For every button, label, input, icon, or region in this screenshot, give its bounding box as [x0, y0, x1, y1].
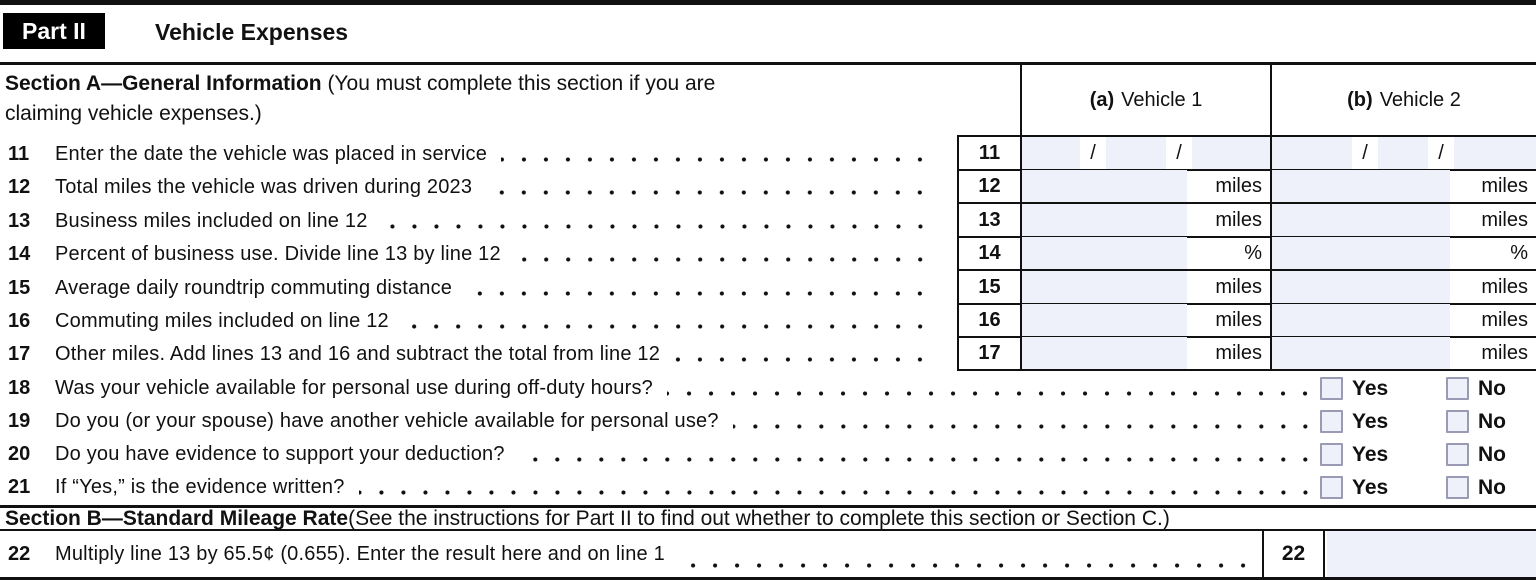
- col-b-name: Vehicle 2: [1379, 88, 1461, 111]
- part-title: Vehicle Expenses: [155, 19, 349, 45]
- row-line21: [0, 471, 1536, 504]
- line16-number: 16: [8, 309, 31, 332]
- line13-description: [0, 204, 935, 238]
- line14-v2-unit: %: [1510, 241, 1528, 264]
- row-line12: [0, 170, 1536, 204]
- line17-vehicle1-cell: [1020, 337, 1270, 371]
- line21-no-label: No: [1478, 475, 1506, 499]
- line13-vehicle1-cell: [1020, 204, 1270, 238]
- section-a-title-bold: Section A—General Information: [5, 72, 322, 95]
- line20-no-label: No: [1478, 442, 1506, 466]
- vehicle2-line11-date-field[interactable]: [1272, 137, 1536, 169]
- line13-v2-unit: miles: [1481, 208, 1528, 231]
- line17-vehicle2-cell: [1270, 337, 1536, 371]
- line21-yes-label: Yes: [1352, 475, 1389, 499]
- row-line15: [0, 271, 1536, 305]
- date-slash: /: [1352, 137, 1378, 169]
- vehicle1-line13-field[interactable]: [1022, 204, 1187, 236]
- line16-v1-unit: miles: [1215, 308, 1262, 331]
- line12-description: [0, 170, 935, 204]
- column-header-vehicle2: [1272, 65, 1536, 135]
- line14-vehicle2-cell: [1270, 237, 1536, 271]
- line21-no-checkbox[interactable]: [1446, 476, 1469, 499]
- line11-description: [0, 137, 935, 171]
- line18-label: Was your vehicle available for personal use during off-duty hours?: [55, 377, 653, 399]
- col-b-tag: (b): [1347, 88, 1373, 111]
- top-rule: [0, 0, 1536, 5]
- line17-v2-unit: miles: [1481, 341, 1528, 364]
- vehicle2-line12-field[interactable]: [1272, 170, 1450, 202]
- row-line17: [0, 337, 1536, 371]
- row-line18: [0, 372, 1536, 405]
- line20-yes-label: Yes: [1352, 442, 1389, 466]
- dotted-leader: [519, 457, 1316, 462]
- dotted-leader: [359, 490, 1316, 495]
- line11-vehicle1-cell: [1020, 137, 1270, 171]
- line15-v2-unit: miles: [1481, 275, 1528, 298]
- section-a-title-rest: (You must complete this section if you are: [321, 72, 716, 95]
- line18-yes-checkbox[interactable]: [1320, 377, 1343, 400]
- section-b-header: [0, 505, 1536, 531]
- line18-no-checkbox[interactable]: [1446, 377, 1469, 400]
- line15-vehicle1-cell: [1020, 271, 1270, 305]
- line20-no-checkbox[interactable]: [1446, 443, 1469, 466]
- line14-label: Percent of business use. Divide line 13 by line 12: [55, 242, 501, 265]
- vehicle2-line14-field[interactable]: [1272, 237, 1450, 269]
- line18-yes-label: Yes: [1352, 376, 1389, 400]
- col-a-name: Vehicle 1: [1121, 88, 1203, 111]
- line14-number: 14: [8, 242, 31, 265]
- line15-number: 15: [8, 276, 31, 299]
- line22-amount-field[interactable]: [1327, 531, 1536, 577]
- row-line20: [0, 438, 1536, 471]
- line17-v1-unit: miles: [1215, 341, 1262, 364]
- line13-vehicle2-cell: [1270, 204, 1536, 238]
- line15-v1-unit: miles: [1215, 275, 1262, 298]
- dotted-leader: [501, 157, 931, 162]
- section-b-title-rest: (See the instructions for Part II to find out whether to complete this section or Section C.): [348, 506, 1170, 530]
- line22-box-number: 22: [1262, 531, 1325, 577]
- line13-label: Business miles included on line 12: [55, 209, 368, 232]
- date-slash: /: [1428, 137, 1454, 169]
- line12-label: Total miles the vehicle was driven during 2023: [55, 175, 473, 198]
- line11-vehicle2-cell: [1270, 137, 1536, 171]
- section-b-title-bold: Section B—Standard Mileage Rate: [5, 506, 349, 530]
- section-a-title: [5, 69, 1020, 129]
- line16-description: [0, 304, 935, 338]
- line17-description: [0, 337, 935, 371]
- dotted-leader: [679, 563, 1254, 568]
- col-a-tag: (a): [1089, 88, 1115, 111]
- line19-no-checkbox[interactable]: [1446, 410, 1469, 433]
- line11-number: 11: [8, 142, 30, 165]
- line11-label: Enter the date the vehicle was placed in service: [55, 142, 488, 165]
- line21-label: If “Yes,” is the evidence written?: [55, 476, 345, 498]
- dotted-leader: [486, 190, 931, 195]
- vehicle1-line17-field[interactable]: [1022, 337, 1187, 369]
- line20-label: Do you have evidence to support your deduction?: [55, 443, 505, 465]
- line17-number: 17: [8, 342, 31, 365]
- line12-vehicle2-cell: [1270, 170, 1536, 204]
- line16-box-number: 16: [957, 304, 1020, 338]
- dotted-leader: [674, 357, 931, 362]
- line13-number: 13: [8, 209, 31, 232]
- line12-number: 12: [8, 175, 31, 198]
- line15-box-number: 15: [957, 271, 1020, 305]
- line20-number: 20: [8, 443, 31, 465]
- line13-box-number: 13: [957, 204, 1020, 238]
- line14-box-number: 14: [957, 237, 1020, 271]
- line18-number: 18: [8, 377, 31, 399]
- row-line11: [0, 137, 1536, 171]
- line15-vehicle2-cell: [1270, 271, 1536, 305]
- date-slash: /: [1080, 137, 1106, 169]
- vehicle2-line15-field[interactable]: [1272, 271, 1450, 303]
- vehicle1-line11-date-field[interactable]: [1022, 137, 1270, 169]
- vehicle1-line16-field[interactable]: [1022, 304, 1187, 336]
- line16-v2-unit: miles: [1481, 308, 1528, 331]
- line18-no-label: No: [1478, 376, 1506, 400]
- line20-yes-checkbox[interactable]: [1320, 443, 1343, 466]
- line12-vehicle1-cell: [1020, 170, 1270, 204]
- row-line14: [0, 237, 1536, 271]
- vehicle2-line17-field[interactable]: [1272, 337, 1450, 369]
- line17-box-number: 17: [957, 337, 1020, 371]
- row-line13: [0, 204, 1536, 238]
- line22-label: Multiply line 13 by 65.5¢ (0.655). Enter the result here and on line 1: [55, 542, 665, 565]
- line19-number: 19: [8, 410, 31, 432]
- row-line19: [0, 405, 1536, 438]
- line15-description: [0, 271, 935, 305]
- line19-label: Do you (or your spouse) have another vehicle available for personal use?: [55, 410, 719, 432]
- part-ii-badge: Part II: [3, 13, 105, 49]
- line15-label: Average daily roundtrip commuting distance: [55, 276, 453, 299]
- vehicle1-line12-field[interactable]: [1022, 170, 1187, 202]
- column-header-vehicle1: [1022, 65, 1270, 135]
- line21-number: 21: [8, 476, 31, 498]
- line12-box-number: 12: [957, 170, 1020, 204]
- date-slash: /: [1166, 137, 1192, 169]
- dotted-leader: [403, 324, 931, 329]
- dotted-leader: [667, 391, 1316, 396]
- line16-vehicle1-cell: [1020, 304, 1270, 338]
- line14-vehicle1-cell: [1020, 237, 1270, 271]
- dotted-leader: [733, 424, 1316, 429]
- dotted-leader: [515, 257, 931, 262]
- vehicle2-line16-field[interactable]: [1272, 304, 1450, 336]
- dotted-leader: [466, 291, 931, 296]
- vehicle1-line14-field[interactable]: [1022, 237, 1187, 269]
- vehicle1-line15-field[interactable]: [1022, 271, 1187, 303]
- line14-v1-unit: %: [1244, 241, 1262, 264]
- line22-number: 22: [8, 542, 31, 565]
- line21-yes-checkbox[interactable]: [1320, 476, 1343, 499]
- line12-v2-unit: miles: [1481, 174, 1528, 197]
- line16-vehicle2-cell: [1270, 304, 1536, 338]
- line11-box-number: 11: [957, 137, 1020, 171]
- line17-label: Other miles. Add lines 13 and 16 and subtract the total from line 12: [55, 342, 661, 365]
- dotted-leader: [382, 224, 931, 229]
- line14-description: [0, 237, 935, 271]
- line22-description: [0, 531, 1258, 577]
- line19-yes-checkbox[interactable]: [1320, 410, 1343, 433]
- line16-label: Commuting miles included on line 12: [55, 309, 389, 332]
- line13-v1-unit: miles: [1215, 208, 1262, 231]
- section-a-title-line2: claiming vehicle expenses.): [5, 102, 262, 125]
- line12-v1-unit: miles: [1215, 174, 1262, 197]
- vehicle2-line13-field[interactable]: [1272, 204, 1450, 236]
- line19-yes-label: Yes: [1352, 409, 1389, 433]
- row-line16: [0, 304, 1536, 338]
- line19-no-label: No: [1478, 409, 1506, 433]
